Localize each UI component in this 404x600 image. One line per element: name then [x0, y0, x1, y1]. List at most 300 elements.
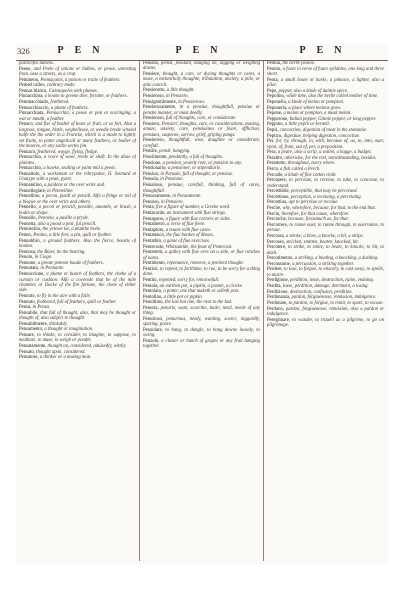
dictionary-entry: [267, 100, 384, 105]
entry-headword: Perdonanza,: [267, 295, 291, 301]
entry-headword: Pepone,: [267, 111, 283, 117]
dictionary-entry: [19, 89, 136, 94]
entry-definition: in Pennante.: [40, 266, 65, 272]
dictionary-entry: [143, 88, 260, 93]
dictionary-entry: [19, 100, 136, 105]
entry-headword: Penzolare,: [143, 328, 163, 333]
entry-definition: repentance, remorse, a penitent thought.: [167, 261, 244, 267]
dictionary-entry: [19, 250, 136, 255]
column-middle: [143, 61, 260, 561]
dictionary-entry: [143, 166, 260, 171]
entry-headword: Percorrere,: [267, 222, 288, 228]
entry-headword: Peponeria,: [267, 105, 288, 111]
dictionary-entry: [143, 289, 260, 294]
dictionary-entry: [19, 305, 136, 310]
dictionary-entry: [143, 250, 260, 261]
entry-headword: Percio,: [267, 211, 281, 217]
entry-definition: Pennaçonis, a poison or traite of feathers.: [40, 77, 121, 83]
entry-definition: a paidene or the over write and.: [44, 182, 106, 188]
dictionary-entry: [267, 150, 384, 155]
dictionary-entry: [143, 116, 260, 121]
entry-definition: a kinde of fine cotton cloth.: [284, 172, 337, 178]
entry-definition: a peare, also a scrip, a wallet, a bagge, a budget.: [277, 150, 372, 156]
dictionary-entry: [143, 222, 260, 227]
entry-definition: an instrument with fiue strings.: [166, 210, 226, 216]
dictionary-page: [16, 44, 388, 564]
entry-headword: Penta,: [143, 205, 155, 211]
entry-headword: Peota,: [267, 77, 279, 83]
dictionary-entry: [267, 67, 384, 78]
dictionary-entry: [143, 217, 260, 222]
dictionary-entry: [143, 239, 260, 244]
entry-definition: a thinker or a musing man.: [39, 355, 92, 361]
entry-headword: Pensilmente,: [143, 155, 168, 161]
dictionary-entry: [267, 262, 384, 267]
dictionary-entry: [19, 255, 136, 260]
dictionary-entry: [143, 138, 260, 149]
entry-headword: Perdigione,: [267, 278, 289, 284]
entry-definition: thinkably.: [49, 321, 68, 327]
entry-headword: Percotimento,: [267, 256, 294, 262]
entry-headword: Pepolino,: [267, 94, 286, 100]
dictionary-entry: [143, 328, 260, 339]
entry-headword: Peppino,: [267, 122, 284, 128]
entry-definition: also a pooul a pest, ful pencill.: [37, 221, 97, 227]
entry-definition: a game of fiue exercises.: [163, 239, 210, 244]
entry-headword: Percettiuo,: [267, 200, 288, 206]
entry-definition: in Pensione.: [160, 177, 184, 183]
dictionary-entry: [267, 178, 384, 189]
entry-definition: in Ciogo.: [34, 255, 53, 261]
dictionary-entry: [267, 212, 384, 217]
entry-definition: a fish called a Perch.: [279, 167, 321, 173]
headword-right: PEN: [299, 45, 353, 56]
dictionary-entry: [19, 266, 136, 271]
entry-headword: Pensigentilmente,: [143, 99, 177, 105]
entry-definition: a pension, yearely rent, or pension to any.: [162, 160, 243, 166]
entry-definition: feathered, wayge, flying, fledge.: [37, 149, 99, 155]
entry-headword: Percotere,: [267, 245, 287, 251]
entry-headword: Pensola,: [143, 177, 159, 183]
entry-headword: Pemmacchiado,: [19, 100, 50, 106]
entry-definition: pardon, forgiuenesse, remission, also a pardon or indulgence.: [267, 306, 384, 317]
dictionary-entry: [267, 267, 384, 278]
column-rule-1: [139, 61, 140, 561]
entry-definition: penurious, needy, wanting, scarce, niggardly, sparing, poore.: [143, 316, 260, 328]
dictionary-entry: [143, 339, 260, 350]
dictionary-entry: [143, 205, 260, 210]
dictionary-entry: [19, 327, 136, 332]
entry-headword: Pentolaio,: [143, 289, 163, 295]
entry-definition: Calonapoles with plumes.: [48, 88, 98, 94]
entry-definition: pepper, also a kinde of daintie spice.: [278, 88, 348, 94]
entry-headword: Pennas blanco,: [19, 88, 48, 94]
entry-definition: a pecon, pusill or pensill. Alfo a fringe or teil of a bisqwe or the over write and others.: [19, 194, 136, 205]
entry-definition: pensiue, carefull, thinking, fall of cares, thoughtfull.: [143, 183, 260, 194]
entry-headword: Pensabile,: [19, 310, 39, 316]
dictionary-entry: [267, 111, 384, 116]
dictionary-entry: [19, 222, 136, 227]
dictionary-entry: [267, 128, 384, 133]
dictionary-entry: [267, 234, 384, 239]
page-number: 326: [17, 46, 30, 56]
entry-headword: Pensieroso,: [143, 116, 165, 122]
dictionary-entry: [143, 233, 260, 238]
dictionary-entry: [143, 261, 260, 266]
dictionary-entry: [267, 301, 384, 306]
entry-headword: Pennellino,: [19, 194, 41, 200]
dictionary-entry: [143, 300, 260, 305]
entry-definition: feathered, full of feathers, quill or feather.: [36, 299, 117, 305]
dictionary-entry: [19, 106, 136, 111]
dictionary-entry: [143, 161, 260, 166]
dictionary-entry: [143, 149, 260, 154]
entry-headword: Penurioso,: [143, 316, 164, 322]
entry-headword: Pepe,: [267, 88, 278, 94]
entry-definition: a hooke to greene dive, ferniter, or feathers.: [44, 94, 128, 100]
entry-headword: Peonio,: [267, 66, 282, 72]
entry-headword: Peponella,: [267, 99, 287, 105]
entry-headword: Penzolo,: [143, 339, 160, 345]
entry-definition: a foote in verse of foure syllables, one long and three short.: [267, 66, 384, 78]
entry-headword: Pentagono,: [143, 216, 165, 222]
dictionary-entry: [143, 245, 260, 250]
dictionary-entry: [267, 161, 384, 166]
entry-headword: Pepperone,: [267, 116, 289, 122]
entry-headword: Pemmeon,: [19, 77, 40, 83]
entry-definition: penurie, want, scarcitie, lacke, need, neede of any thing.: [143, 305, 260, 317]
dictionary-entry: [267, 223, 384, 234]
entry-definition: Penino, a litle feet, a pin, quill or feather.: [33, 233, 112, 239]
entry-headword: Pensione,: [143, 160, 162, 166]
entry-headword: Pentolino,: [143, 294, 163, 300]
entry-definition: pulchrifex tumens.: [19, 61, 55, 66]
dictionary-entry: [143, 200, 260, 205]
entry-headword: Perca,: [267, 167, 279, 173]
dictionary-entry: [19, 344, 136, 349]
entry-definition: Pennacchia, a pease or pan or scaringing, a wat or mouth, a feather.: [19, 111, 136, 122]
entry-headword: Perdono,: [267, 306, 285, 312]
entry-definition: a noune with fiue cases.: [165, 227, 212, 233]
dictionary-entry: [267, 318, 384, 329]
dictionary-entry: [19, 216, 136, 221]
dictionary-entry: [267, 295, 384, 300]
entry-definition: feathered.: [50, 100, 70, 106]
entry-definition: pensil, hangyng.: [159, 149, 191, 155]
dictionary-entry: [19, 111, 136, 122]
entry-headword: Pennuto,: [19, 299, 36, 305]
entry-definition: and fixe of bushel of beste or frait, or so fort. Also a largesse, tongue, bistle, wegheliesse, or weedie brode wholed halfe the the order in a Francke, which is a mode to lightly set fruite, to ponte angelicall or many feathers, or bodier of the moores, or any suche sectes pin.: [19, 122, 136, 150]
entry-definition: pardon, forgiuenesse, remission, indulgence.: [291, 295, 377, 301]
dictionary-entry: [143, 284, 260, 289]
dictionary-entry: [143, 172, 260, 177]
entry-headword: Percioche,: [267, 217, 287, 223]
entry-headword: Pensabilmente,: [19, 321, 48, 327]
entry-definition: destruction, confusion, perdition.: [289, 289, 353, 295]
dictionary-entry: [143, 122, 260, 138]
entry-definition: thought on, considered, aduisedly, wittily.: [47, 344, 127, 350]
dictionary-entry: [19, 205, 136, 216]
entry-headword: Pensoso,: [143, 199, 160, 205]
entry-definition: to repent, to forthinke, to rue, to be sorry for a thing done.: [143, 266, 260, 278]
column-left: [19, 61, 136, 561]
entry-definition: to thinke, to consider, to imagine, to suppose, to meditate, to muse, to weigh or ponder.: [19, 333, 136, 344]
column-right: [267, 61, 384, 561]
dictionary-entry: [267, 139, 384, 150]
dictionary-entry: [19, 300, 136, 305]
headword-left: PEN: [57, 45, 111, 56]
entry-definition: a percussion, a striking together.: [292, 261, 355, 267]
dictionary-entry: [19, 94, 136, 99]
entry-definition: a striking, a beating, a knocking, a dashing.: [294, 256, 379, 262]
dictionary-entry: [267, 167, 384, 172]
entry-definition: thoughtfull, wise, doughtie or considerate, carefull.: [143, 138, 260, 149]
entry-definition: the herbe peonie.: [282, 61, 316, 66]
entry-definition: pensil, pendant, hanging on, lagging or weighing downe.: [143, 61, 260, 72]
entry-definition: to lose, to forgoe, to miscary, to cast away, to spoile, to marre.: [267, 267, 384, 278]
dictionary-entry: [19, 194, 136, 205]
entry-definition: Pensieri, thoughts, care, or considerations, musing, amaze, anxiety, care, pensiuenes or feare, affliction, pensiues, suspense, sorrow, grief, griping pangs.: [143, 121, 260, 138]
entry-headword: Pemed calleo,: [19, 83, 46, 89]
entry-definition: that full of thought, also, that may be thought or thought of, also subject to thought.: [19, 310, 136, 322]
entry-headword: Pennacchio,: [19, 166, 43, 172]
entry-definition: a potter, one that maketh or selleth pots.: [163, 289, 240, 295]
entry-definition: why, wherefore, because, for that, to the end that.: [282, 206, 377, 212]
entry-definition: to fly in the aire with a faile.: [36, 293, 91, 299]
entry-definition: to perceiue, to receiue, to take, to conceiue, to vnderstand.: [267, 178, 384, 189]
entry-definition: the Riuer, tle the bearing.: [37, 249, 86, 255]
entry-headword: Per,: [267, 139, 275, 145]
dictionary-entry: [143, 306, 260, 317]
dictionary-entry: [267, 206, 384, 211]
entry-definition: the last but one, the next to the last.: [164, 300, 233, 306]
entry-definition: contrary mede.: [46, 83, 76, 89]
entry-headword: Peraltro,: [267, 155, 284, 161]
dictionary-entry: [267, 189, 384, 194]
entry-definition: a plume or bunch of feathers, the clothe of a curtain or cushion. Alfo a coverede that be of the mile chamber, or Dacke of the fire fortune, the clone of either side.: [19, 272, 136, 294]
entry-definition: thought, a care, or dyeing thoughts or cares, a muse, a melancholy thoughte, tribulation, anxiety, a pitie, or anie conceit.: [143, 72, 260, 88]
entry-headword: Pennosa,: [19, 249, 37, 255]
dictionary-entry: [19, 227, 136, 232]
entry-headword: Pennobbro,: [19, 238, 41, 244]
entry-headword: Pensa,: [19, 305, 32, 311]
entry-headword: Pennaco,: [19, 149, 37, 155]
dictionary-entry: [267, 134, 384, 139]
dictionary-entry: [19, 61, 136, 66]
entry-definition: perception, a receiuing, a perceiuing.: [290, 194, 362, 200]
entry-headword: Perattutto,: [267, 161, 287, 167]
entry-headword: Perdita,: [267, 284, 282, 290]
entry-headword: Pinnacchiata,: [19, 111, 45, 117]
entry-definition: the yelowe lat, a planthe heele.: [42, 227, 102, 233]
entry-headword: Pennacchio,: [19, 155, 43, 161]
entry-headword: Peptico,: [267, 133, 283, 139]
dictionary-entry: [19, 261, 136, 266]
dictionary-entry: [19, 350, 136, 355]
dictionary-entry: [267, 217, 384, 222]
entry-definition: to hang, to dangle, to hang downe loosely, to swing.: [143, 328, 260, 339]
entry-headword: Pensosamente,: [143, 194, 172, 200]
entry-definition: apt to perceiue or receiue.: [288, 200, 339, 206]
dictionary-entry: [267, 290, 384, 295]
entry-definition: concoction, digestion of meat in the stomacke.: [279, 127, 368, 133]
dictionary-entry: [267, 156, 384, 161]
dictionary-entry: [143, 177, 260, 182]
entry-headword: Pentimento,: [143, 261, 166, 267]
entry-headword: Percepere,: [267, 178, 287, 184]
entry-headword: Pentito,: [143, 277, 158, 283]
entry-definition: Pennela, a pusille a pryde.: [38, 216, 89, 222]
dictionary-entry: [143, 100, 260, 105]
entry-headword: Pensiero,: [143, 121, 161, 127]
entry-headword: Pensato,: [19, 349, 35, 355]
entry-headword: Pennutato,: [19, 266, 40, 272]
dictionary-entry: [19, 189, 136, 194]
entry-definition: a little pot or pipkin.: [163, 294, 203, 300]
dictionary-entry: [143, 278, 260, 283]
dictionary-entry: [267, 256, 384, 261]
entry-definition: Whitsuntide, the feast of Pentecost.: [165, 244, 233, 250]
dictionary-entry: [143, 61, 260, 72]
entry-definition: five a figure of number, a Greeke word.: [155, 205, 231, 211]
dictionary-entry: [143, 295, 260, 300]
entry-definition: Indian pepper, Ginnie pepper, or long pepper.: [289, 116, 377, 122]
entry-headword: Pensatore,: [19, 355, 39, 361]
entry-headword: Pensierotto,: [143, 88, 166, 94]
entry-definition: throughout, euery where.: [287, 161, 336, 167]
entry-headword: Penno,: [19, 233, 33, 239]
dictionary-entry: [19, 122, 136, 149]
entry-definition: a melon or pompion, a musk melon.: [283, 111, 352, 117]
dictionary-entry: [143, 72, 260, 88]
dictionary-entry: [19, 67, 136, 78]
entry-headword: Pennacchiaccio,: [19, 105, 50, 111]
entry-headword: Penultimo,: [143, 300, 164, 306]
entry-definition: repented, sorry for, remorsefull.: [158, 277, 220, 283]
entry-headword: Percettibile,: [267, 189, 290, 195]
entry-headword: Percosso,: [267, 239, 286, 245]
entry-definition: and Peele of onions or bulbes, or pease, unresting from, osse a streets, as a crop.: [19, 66, 136, 78]
entry-definition: stricken, smitten, beaten, knocked, hit.: [286, 239, 359, 245]
entry-headword: Pentathlo,: [143, 239, 163, 244]
entry-headword: Pennuto,: [19, 293, 36, 299]
entry-definition: thought upon, considered.: [36, 349, 86, 355]
dictionary-entry: [19, 239, 136, 250]
entry-headword: Pensierosamente,: [143, 105, 177, 111]
entry-definition: a pecon or pencill, pensille, amantle, or brush, a bodin or shape.: [19, 205, 136, 216]
entry-headword: Pentacordo,: [143, 210, 166, 216]
entry-headword: Pennaitolo,: [19, 171, 41, 177]
entry-definition: a greate pennon baude of feathers.: [37, 260, 104, 266]
entry-definition: in Pensa.: [32, 305, 51, 311]
entry-headword: Pera,: [267, 150, 277, 156]
entry-headword: Peregrinare,: [267, 317, 291, 323]
entry-definition: in Pensamente.: [172, 194, 202, 200]
dictionary-entry: [19, 333, 136, 344]
entry-headword: Penteremi,: [143, 250, 164, 256]
dictionary-entry: [267, 122, 384, 127]
entry-headword: Pensiuo,: [143, 171, 160, 177]
entry-definition: a figure with fiue corners or sides.: [165, 216, 231, 222]
entry-headword: Percalle,: [267, 172, 284, 178]
entry-headword: Pensiere,: [143, 72, 161, 78]
entry-headword: Pennone,: [19, 260, 37, 266]
entry-definition: a kinde of melon or pompion.: [288, 99, 345, 105]
dictionary-entry: [267, 61, 384, 66]
entry-headword: Perche,: [267, 206, 282, 212]
dictionary-entry: [267, 94, 384, 99]
entry-definition: a plume of feathers.: [50, 105, 89, 111]
entry-definition: because, forasmuch as, for that.: [288, 217, 349, 223]
dictionary-entry: [143, 317, 260, 328]
entry-definition: a small boate or barke, a pinnace, a lighter, also a pilot.: [267, 77, 384, 89]
column-rule-2: [263, 61, 264, 561]
entry-definition: in a pensiue, thoughtfull, pensiue or pensite manner, or most deedly.: [143, 105, 260, 116]
entry-definition: to runne ouer, to runne through, to ouerrunne, to peruse.: [267, 222, 384, 234]
dictionary-entry: [19, 166, 136, 171]
entry-definition: a little pepin or kernell.: [284, 122, 330, 128]
entry-headword: Pentametro,: [143, 222, 166, 228]
entry-definition: wilde time, also the herbe called mother of time.: [286, 94, 379, 100]
dictionary-entry: [19, 294, 136, 299]
entry-definition: a cluster or bunch of grapes or any fruit hanging together.: [143, 339, 260, 350]
entry-definition: a litle thought.: [166, 88, 195, 94]
dictionary-entry: [143, 211, 260, 216]
entry-headword: Peene,: [19, 66, 32, 72]
entry-definition: for, by, through, in, with, because of, as, to, into, ouer, vpon, of, from, out of, per, a preposition.: [267, 139, 384, 150]
entry-headword: Pinnacchioa,: [19, 94, 44, 100]
entry-definition: a ground feathers. Also the fierce, beastis of bookes.: [19, 238, 136, 250]
dictionary-entry: [143, 105, 260, 116]
entry-headword: Pentecoste,: [143, 244, 165, 250]
entry-definition: in Pensiero.: [165, 94, 189, 100]
entry-definition: in Pensieroso.: [178, 99, 206, 105]
entry-definition: to strike, to smite, to beate, to knocke, to hit, to dash.: [267, 245, 384, 256]
entry-headword: Pensieroso,: [143, 94, 165, 100]
entry-definition: a verse of fiue feete.: [167, 222, 206, 228]
entry-headword: Pensamento,: [19, 327, 44, 333]
entry-definition: losse, perdition, damage, detriment, a losing.: [282, 284, 369, 290]
entry-headword: Penniechio,: [19, 227, 42, 233]
entry-definition: perceptible, that may be perceiued.: [291, 189, 358, 195]
entry-headword: Pensile,: [143, 149, 158, 155]
dictionary-entry: [19, 272, 136, 294]
dictionary-entry: [143, 183, 260, 194]
dictionary-entry: [267, 106, 384, 111]
dictionary-entry: [267, 195, 384, 200]
entry-definition: a stroke, a blow, a knocke, a hit, a stripe.: [286, 233, 364, 239]
entry-headword: Pensola,: [143, 61, 159, 66]
entry-headword: Pennetta,: [19, 221, 37, 227]
entry-definition: an earthen pot, a pipkin, a posnet, a crocke.: [159, 283, 244, 289]
entry-headword: Peonia,: [267, 61, 282, 66]
entry-headword: Pennaiolino,: [19, 182, 43, 188]
entry-definition: in Pensuie, full of thought, or pensiue.: [160, 171, 234, 177]
entry-headword: Perdizione,: [267, 289, 289, 295]
dictionary-entry: [19, 322, 136, 327]
entry-headword: Pepsi,: [267, 127, 279, 133]
entry-headword: Percussione,: [267, 261, 291, 267]
entry-headword: Pensoloso,: [143, 183, 164, 189]
entry-definition: to pardon, to forgiue, to remit, to spare, to excuse.: [288, 300, 384, 306]
entry-headword: Penolo,: [19, 255, 34, 261]
dictionary-entry: [143, 194, 260, 199]
entry-headword: Percossa,: [267, 233, 285, 239]
entry-headword: Pensatamente,: [19, 344, 47, 350]
dictionary-entry: [19, 183, 136, 188]
entry-headword: Pennuccione,: [19, 272, 45, 278]
dictionary-entry: [19, 355, 136, 360]
